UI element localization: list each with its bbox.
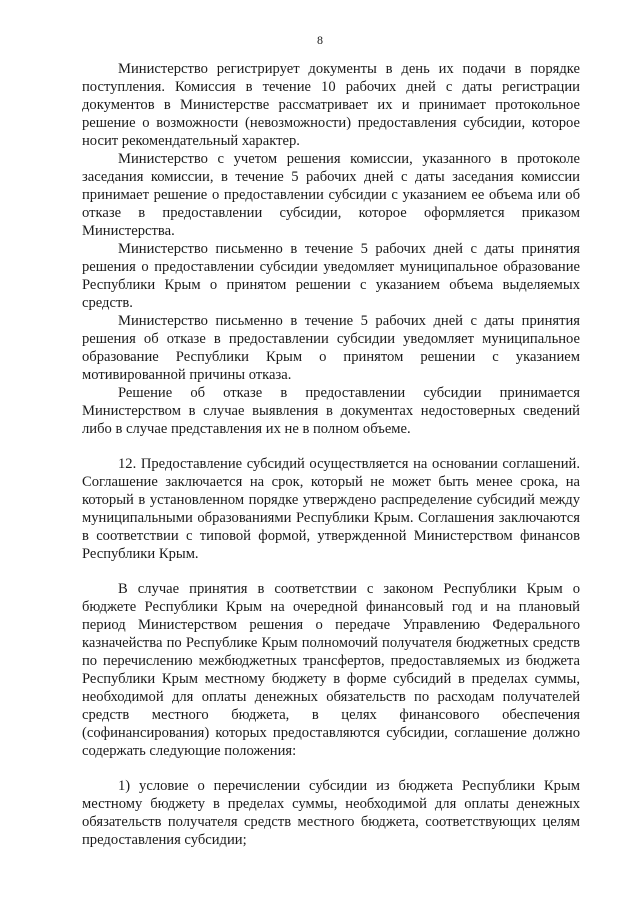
paragraph-item-12: 12. Предоставление субсидий осуществляется на основании соглашений. Соглашение заключается на срок, который не может быть менее срока, на который в установленном порядке утверждено распределение субсидий между муниципальными образованиями Республики Крым. Соглашения заключаются в соответствии с типовой формой, утвержденной Министерством финансов Республики Крым.: [82, 456, 580, 562]
paragraph-treasury-powers: В случае принятия в соответствии с законом Республики Крым о бюджете Республики Крым на очередной финансовый год и на плановый период Министерством решения о передаче Управлению Федерального казначейства по Республике Крым полномочий получателя бюджетных средств по перечислению межбюджетных трансфертов, предоставляемых из бюджета Республики Крым местному бюджету в форме субсидий в пределах суммы, необходимой для оплаты денежных обязательств по расходам получателей средств местного бюджета, в целях финансового обеспечения (софинансирования) которых предоставляются субсидии, соглашение должно содержать следующие положения:: [82, 581, 580, 759]
page-number: 8: [317, 33, 323, 47]
document-body: [82, 60, 580, 849]
paragraph-registration: Министерство регистрирует документы в день их подачи в порядке поступления. Комиссия в течение 10 рабочих дней с даты регистрации документов в Министерстве рассматривает их и принимает протокольное решение о возможности (невозможности) предоставления субсидии, которое носит рекомендательный характер.: [82, 61, 580, 149]
paragraph-subitem-1: 1) условие о перечислении субсидии из бюджета Республики Крым местному бюджету в пределах суммы, необходимой для оплаты денежных обязательств получателя средств местного бюджета, соответствующих целям предоставления субсидии;: [82, 778, 580, 848]
paragraph-commission-decision: Министерство с учетом решения комиссии, указанного в протоколе заседания комиссии, в течение 5 рабочих дней с даты заседания комиссии принимает решение о предоставлении субсидии с указанием ее объема или об отказе в предоставлении субсидии, которое оформляется приказом Министерства.: [82, 151, 580, 239]
paragraph-refusal-grounds: Решение об отказе в предоставлении субсидии принимается Министерством в случае выявления в документах недостоверных сведений либо в случае представления их не в полном объеме.: [82, 385, 580, 437]
paragraph-approval-notice: Министерство письменно в течение 5 рабочих дней с даты принятия решения о предоставлении субсидии уведомляет муниципальное образование Республики Крым о принятом решении с указанием объема выделяемых средств.: [82, 241, 580, 311]
paragraph-refusal-notice: Министерство письменно в течение 5 рабочих дней с даты принятия решения об отказе в предоставлении субсидии уведомляет муниципальное образование Республики Крым о принятом решении с указанием мотивированной причины отказа.: [82, 313, 580, 383]
